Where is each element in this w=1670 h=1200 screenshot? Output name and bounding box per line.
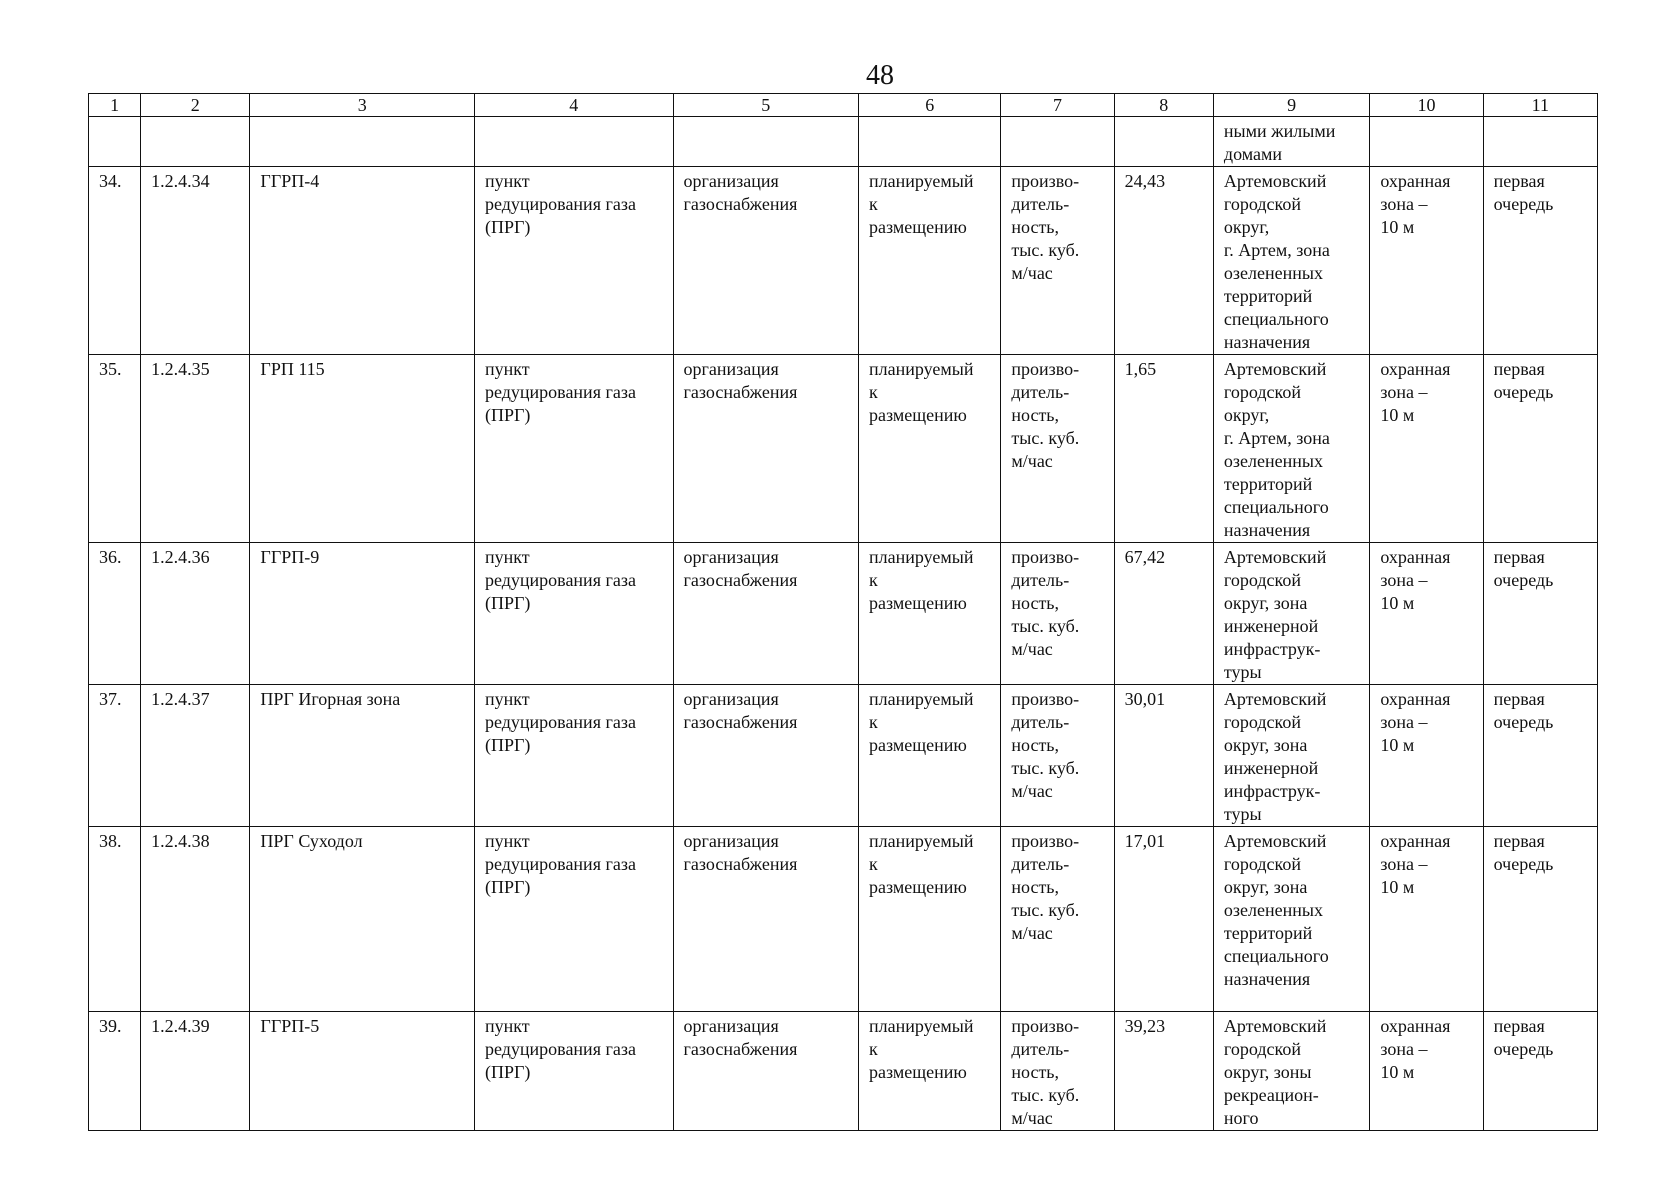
- cell-text: первая очередь: [1493, 1016, 1554, 1059]
- cell-text: 1,65: [1124, 359, 1157, 379]
- table-cell: [1213, 827, 1369, 1012]
- cell-text: 67,42: [1124, 547, 1166, 567]
- cell-text: организация газоснабжения: [683, 359, 798, 402]
- cell-text: Артемовский городской округ, зона инженерной инфраструк- туры: [1223, 547, 1327, 682]
- table-cell: [859, 355, 1001, 543]
- cell-text: произво- дитель- ность, тыс. куб. м/час: [1011, 359, 1080, 471]
- column-header: 3: [250, 94, 475, 117]
- table-cell: [475, 167, 674, 355]
- data-table: [88, 93, 1598, 1131]
- table-cell: [673, 543, 858, 685]
- table-cell: [859, 1012, 1001, 1131]
- cell-text: первая очередь: [1493, 831, 1554, 874]
- cell-text: 1.2.4.36: [151, 547, 210, 567]
- table-cell: [1483, 827, 1597, 1012]
- cell-text: организация газоснабжения: [683, 171, 798, 214]
- cell-text: Артемовский городской округ, зоны рекреацион- ного: [1223, 1016, 1327, 1128]
- table-cell: [141, 685, 250, 827]
- table-body: [89, 117, 1598, 1131]
- cell-text: планируемый к размещению: [869, 171, 974, 237]
- table-cell: [89, 117, 141, 167]
- table-cell: [1001, 355, 1114, 543]
- table-cell: [859, 167, 1001, 355]
- cell-text: первая очередь: [1493, 359, 1554, 402]
- column-header: 6: [859, 94, 1001, 117]
- table-cell: [250, 685, 475, 827]
- cell-text: планируемый к размещению: [869, 1016, 974, 1082]
- table-cell: [1213, 117, 1369, 167]
- table-cell: [1483, 1012, 1597, 1131]
- column-header: 1: [89, 94, 141, 117]
- cell-text: планируемый к размещению: [869, 831, 974, 897]
- cell-text: пункт редуцирования газа (ПРГ): [485, 689, 636, 755]
- table-cell: [1370, 827, 1483, 1012]
- table-cell: [673, 685, 858, 827]
- cell-text: 1.2.4.37: [151, 689, 210, 709]
- table-cell: [673, 117, 858, 167]
- header-row: [89, 94, 1598, 117]
- table-row: [89, 355, 1598, 543]
- table-cell: [1370, 117, 1483, 167]
- cell-text: пункт редуцирования газа (ПРГ): [485, 171, 636, 237]
- cell-text: ГРП 115: [260, 359, 325, 379]
- cell-text: ПРГ Суходол: [260, 831, 363, 851]
- cell-text: Артемовский городской округ, зона инженерной инфраструк- туры: [1223, 689, 1327, 824]
- cell-text: 39,23: [1124, 1016, 1166, 1036]
- cell-text: Артемовский городской округ, г. Артем, зона озелененных территорий специального назначения: [1223, 359, 1330, 540]
- cell-text: 1.2.4.38: [151, 831, 210, 851]
- table-cell: [250, 355, 475, 543]
- column-header: 10: [1370, 94, 1483, 117]
- table-cell: [1483, 685, 1597, 827]
- table-cell: [1114, 685, 1213, 827]
- table-row: [89, 827, 1598, 1012]
- table-cell: [1114, 355, 1213, 543]
- continuation-row: [89, 117, 1598, 167]
- cell-text: ГГРП-4: [260, 171, 320, 191]
- cell-text: планируемый к размещению: [869, 359, 974, 425]
- cell-text: 39.: [99, 1016, 122, 1036]
- table-cell: [475, 117, 674, 167]
- cell-text: Артемовский городской округ, зона озелененных территорий специального назначения: [1223, 831, 1329, 989]
- table-cell: [250, 167, 475, 355]
- table-cell: [250, 543, 475, 685]
- table-header: [89, 94, 1598, 117]
- table-cell: [141, 117, 250, 167]
- cell-text: пункт редуцирования газа (ПРГ): [485, 831, 636, 897]
- table-cell: [89, 355, 141, 543]
- table-cell: [673, 1012, 858, 1131]
- column-header: 8: [1114, 94, 1213, 117]
- cell-text: ГГРП-9: [260, 547, 320, 567]
- table-cell: [89, 827, 141, 1012]
- table-cell: [1213, 355, 1369, 543]
- table-cell: [141, 827, 250, 1012]
- table-row: [89, 685, 1598, 827]
- cell-text: 1.2.4.34: [151, 171, 210, 191]
- cell-text: планируемый к размещению: [869, 689, 974, 755]
- cell-text: 38.: [99, 831, 122, 851]
- table-cell: [1483, 167, 1597, 355]
- cell-text: 35.: [99, 359, 122, 379]
- column-header: 2: [141, 94, 250, 117]
- table-cell: [250, 827, 475, 1012]
- cell-text: охранная зона – 10 м: [1380, 1016, 1451, 1082]
- table-cell: [1370, 167, 1483, 355]
- table-cell: [1483, 117, 1597, 167]
- cell-text: 24,43: [1124, 171, 1166, 191]
- cell-text: произво- дитель- ность, тыс. куб. м/час: [1011, 1016, 1080, 1128]
- table-cell: [89, 1012, 141, 1131]
- cell-text: 37.: [99, 689, 122, 709]
- cell-text: охранная зона – 10 м: [1380, 171, 1451, 237]
- cell-text: 1.2.4.39: [151, 1016, 210, 1036]
- page-number: 48: [866, 60, 894, 91]
- table-cell: [1001, 827, 1114, 1012]
- cell-text: пункт редуцирования газа (ПРГ): [485, 359, 636, 425]
- table-cell: [1483, 543, 1597, 685]
- table-cell: [859, 685, 1001, 827]
- cell-text: охранная зона – 10 м: [1380, 359, 1451, 425]
- table-cell: [1370, 543, 1483, 685]
- table-cell: [89, 167, 141, 355]
- table-cell: [475, 685, 674, 827]
- table-cell: [673, 167, 858, 355]
- table-cell: [250, 1012, 475, 1131]
- table-cell: [89, 543, 141, 685]
- cell-text: 17,01: [1124, 831, 1166, 851]
- cell-text: первая очередь: [1493, 689, 1554, 732]
- cell-text: Артемовский городской округ, г. Артем, зона озелененных территорий специального назначения: [1223, 171, 1330, 352]
- table-cell: [141, 355, 250, 543]
- cell-text: ПРГ Игорная зона: [260, 689, 401, 709]
- cell-text: организация газоснабжения: [683, 831, 798, 874]
- table-row: [89, 167, 1598, 355]
- table-cell: [1370, 355, 1483, 543]
- table-cell: [1370, 1012, 1483, 1131]
- table-cell: [1213, 543, 1369, 685]
- cell-text: произво- дитель- ность, тыс. куб. м/час: [1011, 171, 1080, 283]
- table-cell: [141, 543, 250, 685]
- cell-text: пункт редуцирования газа (ПРГ): [485, 547, 636, 613]
- table-cell: [1370, 685, 1483, 827]
- cell-text: планируемый к размещению: [869, 547, 974, 613]
- column-header: 9: [1213, 94, 1369, 117]
- table-cell: [1001, 543, 1114, 685]
- table-cell: [1001, 117, 1114, 167]
- cell-text: организация газоснабжения: [683, 689, 798, 732]
- cell-text: первая очередь: [1493, 171, 1554, 214]
- table-row: [89, 1012, 1598, 1131]
- table-cell: [673, 355, 858, 543]
- table-cell: [141, 167, 250, 355]
- cell-text: произво- дитель- ность, тыс. куб. м/час: [1011, 831, 1080, 943]
- table-cell: [1001, 1012, 1114, 1131]
- cell-text: произво- дитель- ность, тыс. куб. м/час: [1011, 689, 1080, 801]
- column-header: 11: [1483, 94, 1597, 117]
- table-cell: [1114, 167, 1213, 355]
- table-cell: [1213, 1012, 1369, 1131]
- table-cell: [475, 827, 674, 1012]
- column-header: 7: [1001, 94, 1114, 117]
- table-cell: [1213, 167, 1369, 355]
- cell-text: охранная зона – 10 м: [1380, 547, 1451, 613]
- table-cell: [1213, 685, 1369, 827]
- cell-text: пункт редуцирования газа (ПРГ): [485, 1016, 636, 1082]
- table-cell: [859, 543, 1001, 685]
- table-cell: [89, 685, 141, 827]
- column-header: 4: [475, 94, 674, 117]
- cell-text: первая очередь: [1493, 547, 1554, 590]
- table-cell: [1001, 167, 1114, 355]
- table-cell: [859, 827, 1001, 1012]
- table-cell: [673, 827, 858, 1012]
- column-header: 5: [673, 94, 858, 117]
- cell-text: ГГРП-5: [260, 1016, 320, 1036]
- table-cell: [250, 117, 475, 167]
- table-cell: [1483, 355, 1597, 543]
- table-cell: [859, 117, 1001, 167]
- cell-text: ными жилыми домами: [1223, 121, 1336, 164]
- table-cell: [475, 543, 674, 685]
- cell-text: организация газоснабжения: [683, 1016, 798, 1059]
- table-cell: [475, 355, 674, 543]
- table-cell: [1114, 827, 1213, 1012]
- table-row: [89, 543, 1598, 685]
- table-cell: [1001, 685, 1114, 827]
- cell-text: 34.: [99, 171, 122, 191]
- table-cell: [1114, 543, 1213, 685]
- cell-text: 1.2.4.35: [151, 359, 210, 379]
- cell-text: 36.: [99, 547, 122, 567]
- table-cell: [1114, 1012, 1213, 1131]
- cell-text: организация газоснабжения: [683, 547, 798, 590]
- cell-text: произво- дитель- ность, тыс. куб. м/час: [1011, 547, 1080, 659]
- cell-text: охранная зона – 10 м: [1380, 689, 1451, 755]
- cell-text: охранная зона – 10 м: [1380, 831, 1451, 897]
- table-cell: [475, 1012, 674, 1131]
- table-cell: [1114, 117, 1213, 167]
- table-cell: [141, 1012, 250, 1131]
- cell-text: 30,01: [1124, 689, 1166, 709]
